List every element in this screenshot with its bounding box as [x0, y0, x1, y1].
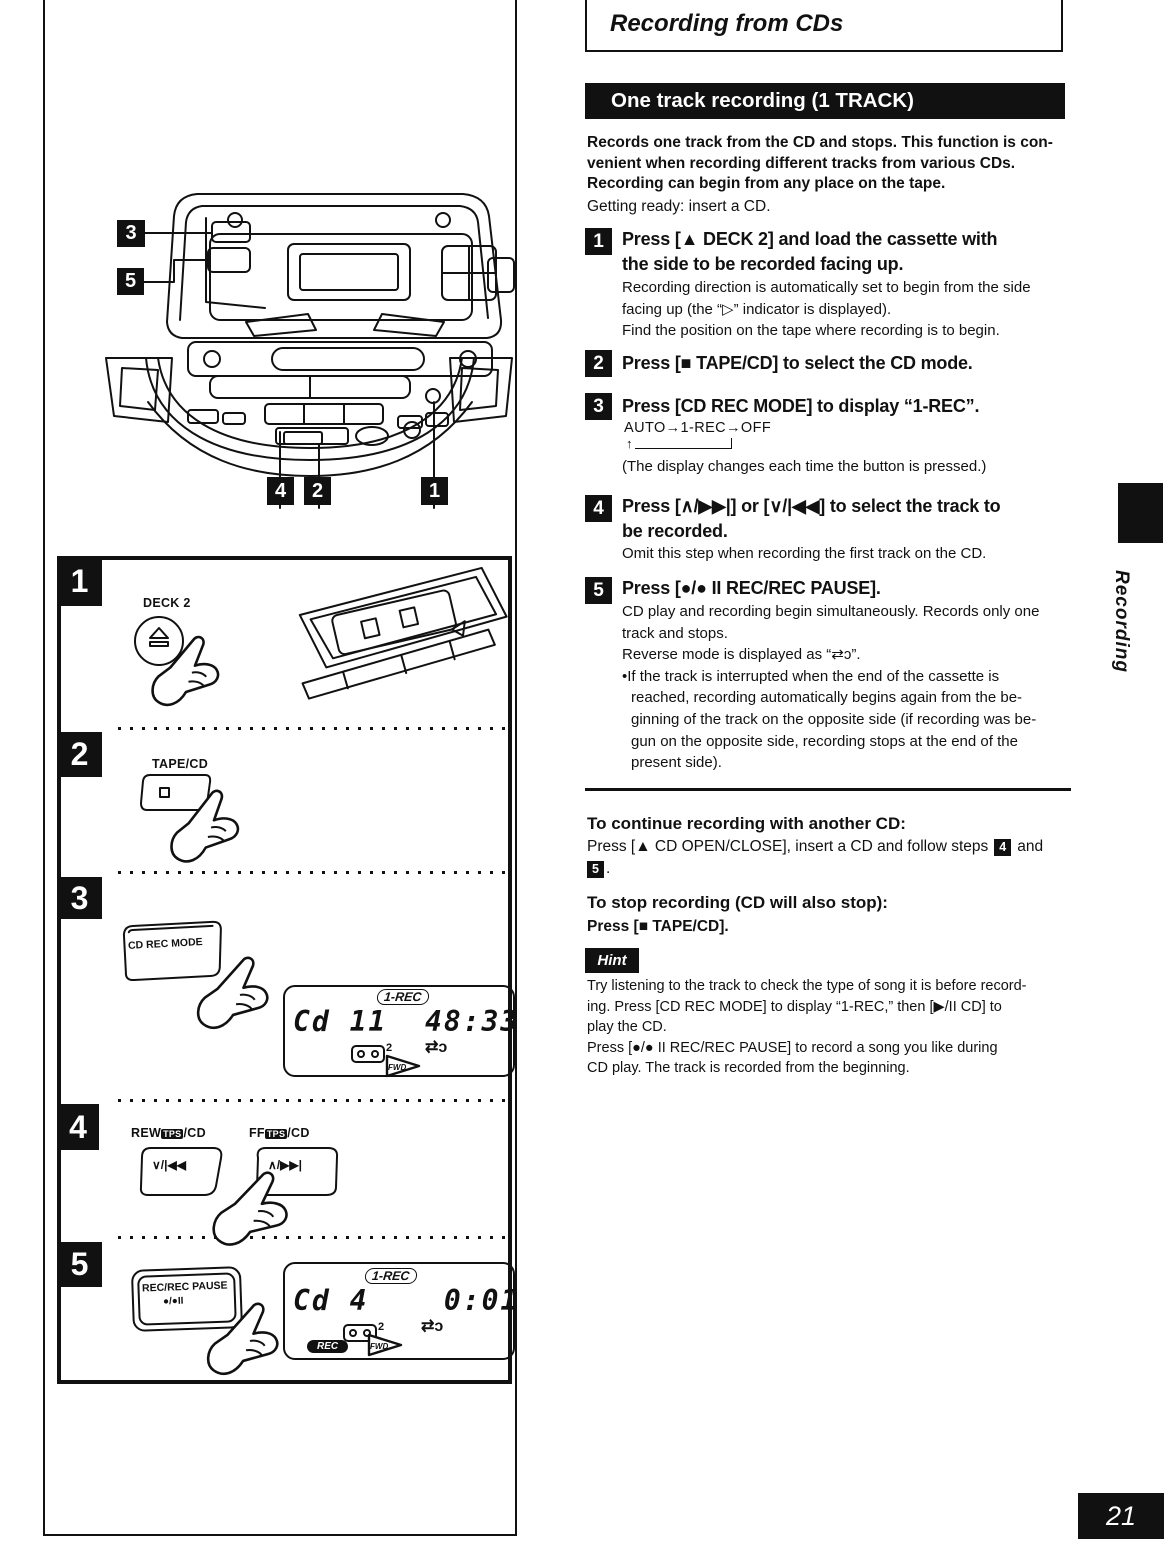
chapter-tab: [1118, 483, 1163, 543]
cassette-loading-illustration: [278, 572, 518, 722]
cassette-icon: [331, 589, 457, 655]
rec-button-glyphs: ●/●II: [162, 1295, 184, 1308]
svg-text:FWD: FWD: [388, 1063, 407, 1072]
step-5-heading-line: Press [●/● II REC/REC PAUSE].: [622, 578, 881, 598]
panel-step-4-number: 4: [57, 1104, 99, 1150]
step-3-note: (The display changes each time the button is pressed.): [622, 458, 987, 475]
page-title: Recording from CDs: [610, 10, 844, 37]
step-1-body-line: Recording direction is automatically set to begin from the side: [622, 279, 1031, 296]
left-column-bottom-border: [43, 1534, 517, 1536]
step-5-bullet-line: reached, recording automatically begins again from the be-: [631, 689, 1023, 707]
inline-step-5-square: 5: [587, 861, 604, 878]
step-5-body-line: CD play and recording begin simultaneously. Records only one: [622, 603, 1040, 620]
page-number: 21: [1105, 1500, 1137, 1531]
dotted-separator-4: [118, 1236, 508, 1239]
step-3-number: 3: [585, 393, 612, 420]
body-button-center: [276, 428, 348, 444]
hint-line: CD play. The track is recorded from the beginning.: [587, 1060, 910, 1076]
display-panel-step3: [283, 985, 520, 1077]
intro-line: Recording can begin from any place on the tape.: [587, 175, 946, 192]
diagram-callout-4: 4: [267, 477, 294, 505]
page-number-badge: [1078, 1493, 1164, 1539]
diagram-callout-3: 3: [117, 220, 145, 247]
hint-body: [587, 976, 1027, 1079]
rew-label-suffix: /CD: [183, 1126, 206, 1140]
pointing-hand-icon: [199, 1288, 293, 1389]
step-5-bullet-line: •If the track is interrupted when the end of the cassette is: [622, 667, 1000, 685]
step-1-heading: [622, 227, 997, 276]
diagram-callout-5: 5: [117, 268, 144, 295]
step-4-body: [622, 543, 986, 565]
loop-up-arrow: ↑: [626, 436, 633, 451]
step-4-number: 4: [585, 495, 612, 522]
panel-step-2-number: 2: [57, 732, 102, 777]
fwd-direction-icon: [381, 1053, 427, 1079]
one-rec-indicator: 1-REC: [376, 989, 429, 1005]
dotted-separator-1: [118, 727, 508, 730]
step-2-heading-line: Press [■ TAPE/CD] to select the CD mode.: [622, 353, 973, 373]
step-5-bullet-line: ginning of the track on the opposite side (if recording was be-: [631, 710, 1037, 728]
panel-step-3-number: 3: [57, 877, 102, 919]
deck2-button-label: DECK 2: [143, 596, 191, 610]
ff-button-glyph: ∧/▶▶|: [268, 1158, 302, 1172]
title-box-left-border: [585, 0, 587, 52]
rew-tps-cd-label: [131, 1126, 206, 1140]
step-3-heading-line: Press [CD REC MODE] to display “1-REC”.: [622, 396, 980, 416]
display-panel-step5: [283, 1262, 520, 1360]
display-value: Cd 11 48:33: [293, 1005, 520, 1038]
step-3-heading: [622, 394, 979, 419]
fwd-direction-icon: [363, 1332, 409, 1358]
title-box-right-border: [1061, 0, 1063, 52]
device-lid: [167, 194, 514, 338]
rew-button-glyph: ∨/|◀◀: [152, 1158, 186, 1172]
rec-button-label: REC/REC PAUSE: [141, 1279, 228, 1295]
inline-step-4-square: 4: [994, 839, 1011, 856]
step-5-number: 5: [585, 577, 612, 604]
display-value: Cd 4 0:01: [293, 1284, 520, 1317]
ff-tps-cd-label: [249, 1126, 310, 1140]
hint-line: ing. Press [CD REC MODE] to display “1-REC,” then [▶/II CD] to: [587, 998, 1002, 1015]
step-1-heading-line: Press [▲ DECK 2] and load the cassette with: [622, 229, 998, 249]
intro-line: Records one track from the CD and stops. This function is con-: [587, 134, 1053, 151]
hint-line: play the CD.: [587, 1019, 667, 1035]
tps-chip: TPS: [163, 1129, 182, 1139]
hint-badge: Hint: [585, 948, 639, 973]
continue-body-text: Press [▲ CD OPEN/CLOSE], insert a CD and follow steps: [587, 838, 989, 855]
left-column-left-border: [43, 0, 45, 1536]
diagram-callout-1: 1: [421, 477, 448, 505]
step-5-body-line: track and stops.: [622, 624, 728, 642]
chapter-label: Recording: [1111, 570, 1132, 673]
title-box-bottom-border: [585, 50, 1063, 52]
ff-label-text: FF: [249, 1126, 265, 1140]
step-4-heading-line: be recorded.: [622, 520, 728, 541]
intro-line: venient when recording different tracks from various CDs.: [587, 154, 1016, 172]
rew-label-text: REW: [131, 1126, 162, 1140]
step-2-number: 2: [585, 350, 612, 377]
rec-indicator: REC: [307, 1340, 348, 1353]
section-divider-rule: [585, 788, 1071, 791]
section-header-bar: [585, 83, 1065, 119]
step-1-heading-line: the side to be recorded facing up.: [622, 253, 904, 274]
step-5-heading: [622, 576, 881, 601]
step-1-body-line: facing up (the “▷” indicator is displayed).: [622, 300, 892, 318]
rew-skip-back-button: [133, 1144, 227, 1200]
cd-rec-mode-button-label: CD REC MODE: [127, 936, 203, 952]
one-rec-indicator: 1-REC: [364, 1268, 417, 1284]
device-hinge: [188, 342, 492, 376]
step-1-body-line: Find the position on the tape where recording is to begin.: [622, 322, 1000, 340]
svg-text:2: 2: [386, 1042, 393, 1054]
body-button-circle: [426, 389, 440, 403]
section-header-label: One track recording (1 TRACK): [611, 89, 914, 112]
reverse-mode-icon: ⇄ɔ: [421, 1318, 444, 1335]
hint-line: Try listening to the track to check the type of song it is before record-: [587, 978, 1027, 994]
reverse-mode-icon: ⇄ɔ: [425, 1039, 448, 1056]
dotted-separator-3: [118, 1099, 508, 1102]
cycle-loop-arrow: [626, 438, 732, 450]
step-4-body-line: Omit this step when recording the first track on the CD.: [622, 545, 987, 562]
hint-line: Press [●/● II REC/REC PAUSE] to record a song you like during: [587, 1039, 998, 1056]
step-5-body: [622, 601, 1039, 774]
panel-step-1-number: 1: [57, 557, 102, 606]
ff-label-suffix: /CD: [287, 1126, 310, 1140]
continue-body-text: and: [1017, 838, 1044, 855]
intro-paragraph: [587, 133, 1053, 217]
stop-heading: To stop recording (CD will also stop):: [587, 893, 888, 912]
step-5-body-line: Reverse mode is displayed as “⇄ɔ”.: [622, 646, 861, 664]
step-1-body: [622, 277, 1031, 342]
step-5-bullet-line: gun on the opposite side, recording stops at the end of the: [631, 732, 1018, 750]
lid-button-lower: [208, 248, 250, 272]
step-2-heading: [622, 351, 973, 376]
loop-line: [635, 438, 732, 449]
getting-ready-line: Getting ready: insert a CD.: [587, 197, 771, 215]
step-5-bullet-line: present side).: [631, 754, 722, 772]
continue-body-line-1: [587, 838, 1043, 856]
tps-chip: TPS: [266, 1129, 286, 1139]
step-4-heading: [622, 494, 1000, 543]
step-1-number: 1: [585, 228, 612, 255]
pointing-hand-icon: [189, 942, 283, 1043]
svg-text:2: 2: [378, 1321, 385, 1333]
dotted-separator-2: [118, 871, 508, 874]
device-body: [106, 358, 512, 476]
continue-heading: To continue recording with another CD:: [587, 814, 906, 833]
continue-body-text: .: [606, 860, 611, 877]
pointing-hand-icon: [164, 778, 251, 872]
continue-body-line-2: [587, 860, 610, 878]
diagram-callout-2: 2: [304, 477, 331, 505]
tapecd-button-label: TAPE/CD: [152, 757, 209, 771]
stop-body: Press [■ TAPE/CD].: [587, 918, 729, 935]
rec-mode-cycle: AUTO→1-REC→OFF: [624, 420, 772, 436]
step-4-heading-line: Press [∧/▶▶|] or [∨/|◀◀] to select the track to: [622, 496, 1001, 516]
svg-text:FWD: FWD: [370, 1342, 389, 1351]
pointing-hand-icon: [145, 623, 232, 717]
panel-step-5-number: 5: [57, 1242, 102, 1287]
